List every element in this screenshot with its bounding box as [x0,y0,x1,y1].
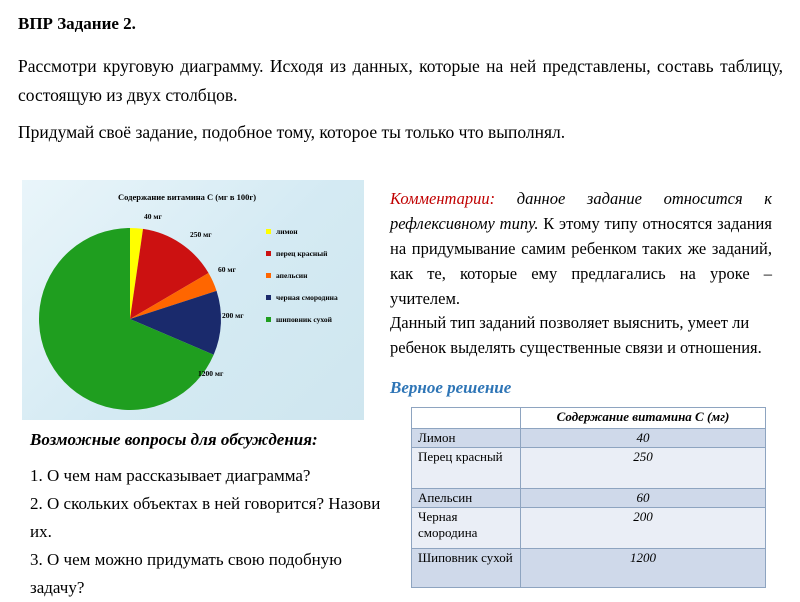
question-item: 3. О чем можно придумать свою подобную задачу? [30,550,342,597]
legend-label: шиповник сухой [276,315,332,324]
page-title: ВПР Задание 2. [18,14,136,33]
legend-swatch [266,229,271,234]
table-cell: Шиповник сухой [412,549,521,588]
legend-swatch [266,295,271,300]
table-row [412,448,766,489]
legend-swatch [266,251,271,256]
legend-label: перец красный [276,249,328,258]
table-header-cell [412,408,521,429]
question-item: 2. О скольких объектах в ней говорится? Назови их. [30,494,381,541]
table-cell: Апельсин [412,489,521,508]
data-label: 60 мг [218,265,236,274]
solution-heading: Верное решение [390,378,512,397]
pie-chart-svg [22,180,364,420]
data-label: 1200 мг [198,369,224,378]
data-label: 200 мг [222,311,244,320]
comment-italic: данное задание относится к рефлексивному типу. [390,189,773,233]
legend-label: апельсин [276,271,308,280]
legend-label: лимон [276,227,298,236]
comment-block [390,186,772,311]
comment-text-2: Данный тип заданий позволяет выяснить, умеет ли ребенок выделять существенные связи и отношения. [390,313,762,357]
table-header-row [412,408,766,429]
pie-chart [22,180,364,420]
task-text: Рассмотри круговую диаграмму. Исходя из данных, которые на ней представлены, составь таблицу, состоящую из двух столбцов. [18,56,783,105]
questions-list [30,462,390,602]
data-label: 40 мг [144,212,162,221]
comment-label: Комментарии: [390,189,496,208]
legend-swatch [266,317,271,322]
table-row [412,549,766,588]
question-item: 1. О чем нам рассказывает диаграмма? [30,466,311,485]
legend-swatch [266,273,271,278]
chart-title: Содержание витамина С (мг в 100г) [118,192,257,202]
data-label: 250 мг [190,230,212,239]
table-row [412,508,766,549]
table-cell: Перец красный [412,448,521,489]
task-text-2: Придумай своё задание, подобное тому, которое ты только что выполнял. [18,122,566,142]
comment-text: К этому типу относятся задания на придумывание самим ребенком таких же заданий, как те, которые ему предлагались на уроке – учителем. [390,214,772,308]
table-cell: 200 [521,508,766,549]
table-row [412,489,766,508]
table-cell: Лимон [412,429,521,448]
legend-label: черная смородина [276,293,338,302]
table-cell: 250 [521,448,766,489]
table-header-cell: Содержание витамина С (мг) [521,408,766,429]
questions-heading: Возможные вопросы для обсуждения: [30,430,318,449]
solution-table [411,407,766,588]
table-cell: 40 [521,429,766,448]
table-cell: Черная смородина [412,508,521,549]
table-row [412,429,766,448]
table-cell: 60 [521,489,766,508]
table-cell: 1200 [521,549,766,588]
